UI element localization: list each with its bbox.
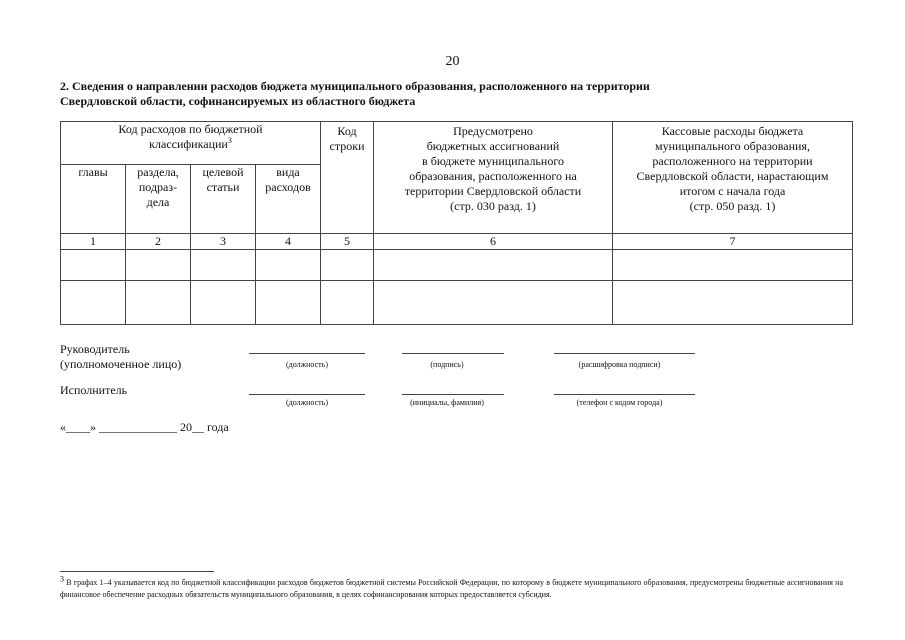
column-number: 4 (256, 234, 321, 250)
table-cell[interactable] (191, 250, 256, 281)
table-cell[interactable] (321, 250, 374, 281)
head-name-caption: (расшифровка подписи) (578, 360, 661, 369)
executor-phone-line[interactable] (554, 394, 695, 395)
table-cell[interactable] (374, 250, 613, 281)
executor-phone-caption: (телефон с кодом города) (576, 398, 663, 407)
table-cell[interactable] (613, 250, 853, 281)
table-cell[interactable] (126, 250, 191, 281)
footnote (60, 574, 843, 601)
table-cell[interactable] (256, 281, 321, 325)
table-row (61, 250, 853, 281)
planned-allocations-header: Предусмотрено бюджетных ассигнований в бюджете муниципального образования, расположенного на территории Свердловской области (стр. 030 разд. 1) (374, 122, 613, 234)
page-number: 20 (445, 54, 460, 69)
footnote-text: В графах 1–4 указывается код по бюджетной классификации расходов бюджетов бюджетной системы Российской Федерации, по которому в бюджете муниципального образования, предусмотрены бюджетные ассигнования на финансовое обеспечение расходных обязательств муниципального образования, в целях софинансирования которых предоставляется субсидия. (60, 578, 843, 599)
section-heading (60, 79, 860, 109)
head-signature-caption: (подпись) (430, 360, 464, 369)
line-code-header: Код строки (321, 122, 374, 234)
table-cell[interactable] (613, 281, 853, 325)
column-number-row (61, 234, 853, 250)
section-heading-line-2: Свердловской области, софинансируемых из областного бюджета (60, 94, 416, 108)
column-number: 5 (321, 234, 374, 250)
date-line: «____» _____________ 20__ года (60, 420, 229, 434)
footnote-marker: 3 (227, 136, 232, 145)
table-cell[interactable] (374, 281, 613, 325)
section-heading-line-1: 2. Сведения о направлении расходов бюджета муниципального образования, расположенного на территории (60, 79, 650, 93)
executor-position-caption: (должность) (286, 398, 328, 407)
head-label: Руководитель (60, 342, 130, 356)
executor-initials-caption: (инициалы, фамилия) (410, 398, 484, 407)
table-cell[interactable] (126, 281, 191, 325)
table-cell[interactable] (321, 281, 374, 325)
column-number: 1 (61, 234, 126, 250)
head-label-sub: (уполномоченное лицо) (60, 357, 182, 371)
column-number: 7 (613, 234, 853, 250)
head-position-line[interactable] (249, 353, 365, 354)
column-number: 6 (374, 234, 613, 250)
executor-initials-line[interactable] (402, 394, 504, 395)
expense-type-header: вида расходов (256, 165, 321, 234)
table-cell[interactable] (191, 281, 256, 325)
cash-expenses-header: Кассовые расходы бюджета муниципального образования, расположенного на территории Свердловской области, нарастающим итогом с начала года (стр. 050 разд. 1) (613, 122, 853, 234)
head-name-line[interactable] (554, 353, 695, 354)
budget-classification-header: Код расходов по бюджетной классификации$^3$ (61, 122, 321, 165)
column-number: 2 (126, 234, 191, 250)
table-cell[interactable] (61, 250, 126, 281)
table-cell[interactable] (61, 281, 126, 325)
column-number: 3 (191, 234, 256, 250)
footnote-separator (60, 571, 214, 572)
table-cell[interactable] (256, 250, 321, 281)
executor-label: Исполнитель (60, 383, 128, 397)
executor-position-line[interactable] (249, 394, 365, 395)
head-signature-line[interactable] (402, 353, 504, 354)
expense-table (60, 121, 853, 325)
section-header: раздела, подраз-дела (126, 165, 191, 234)
head-position-caption: (должность) (286, 360, 328, 369)
chapter-header: главы (61, 165, 126, 234)
table-row (61, 281, 853, 325)
footnote-number: 3 (60, 574, 64, 584)
target-item-header: целевой статьи (191, 165, 256, 234)
